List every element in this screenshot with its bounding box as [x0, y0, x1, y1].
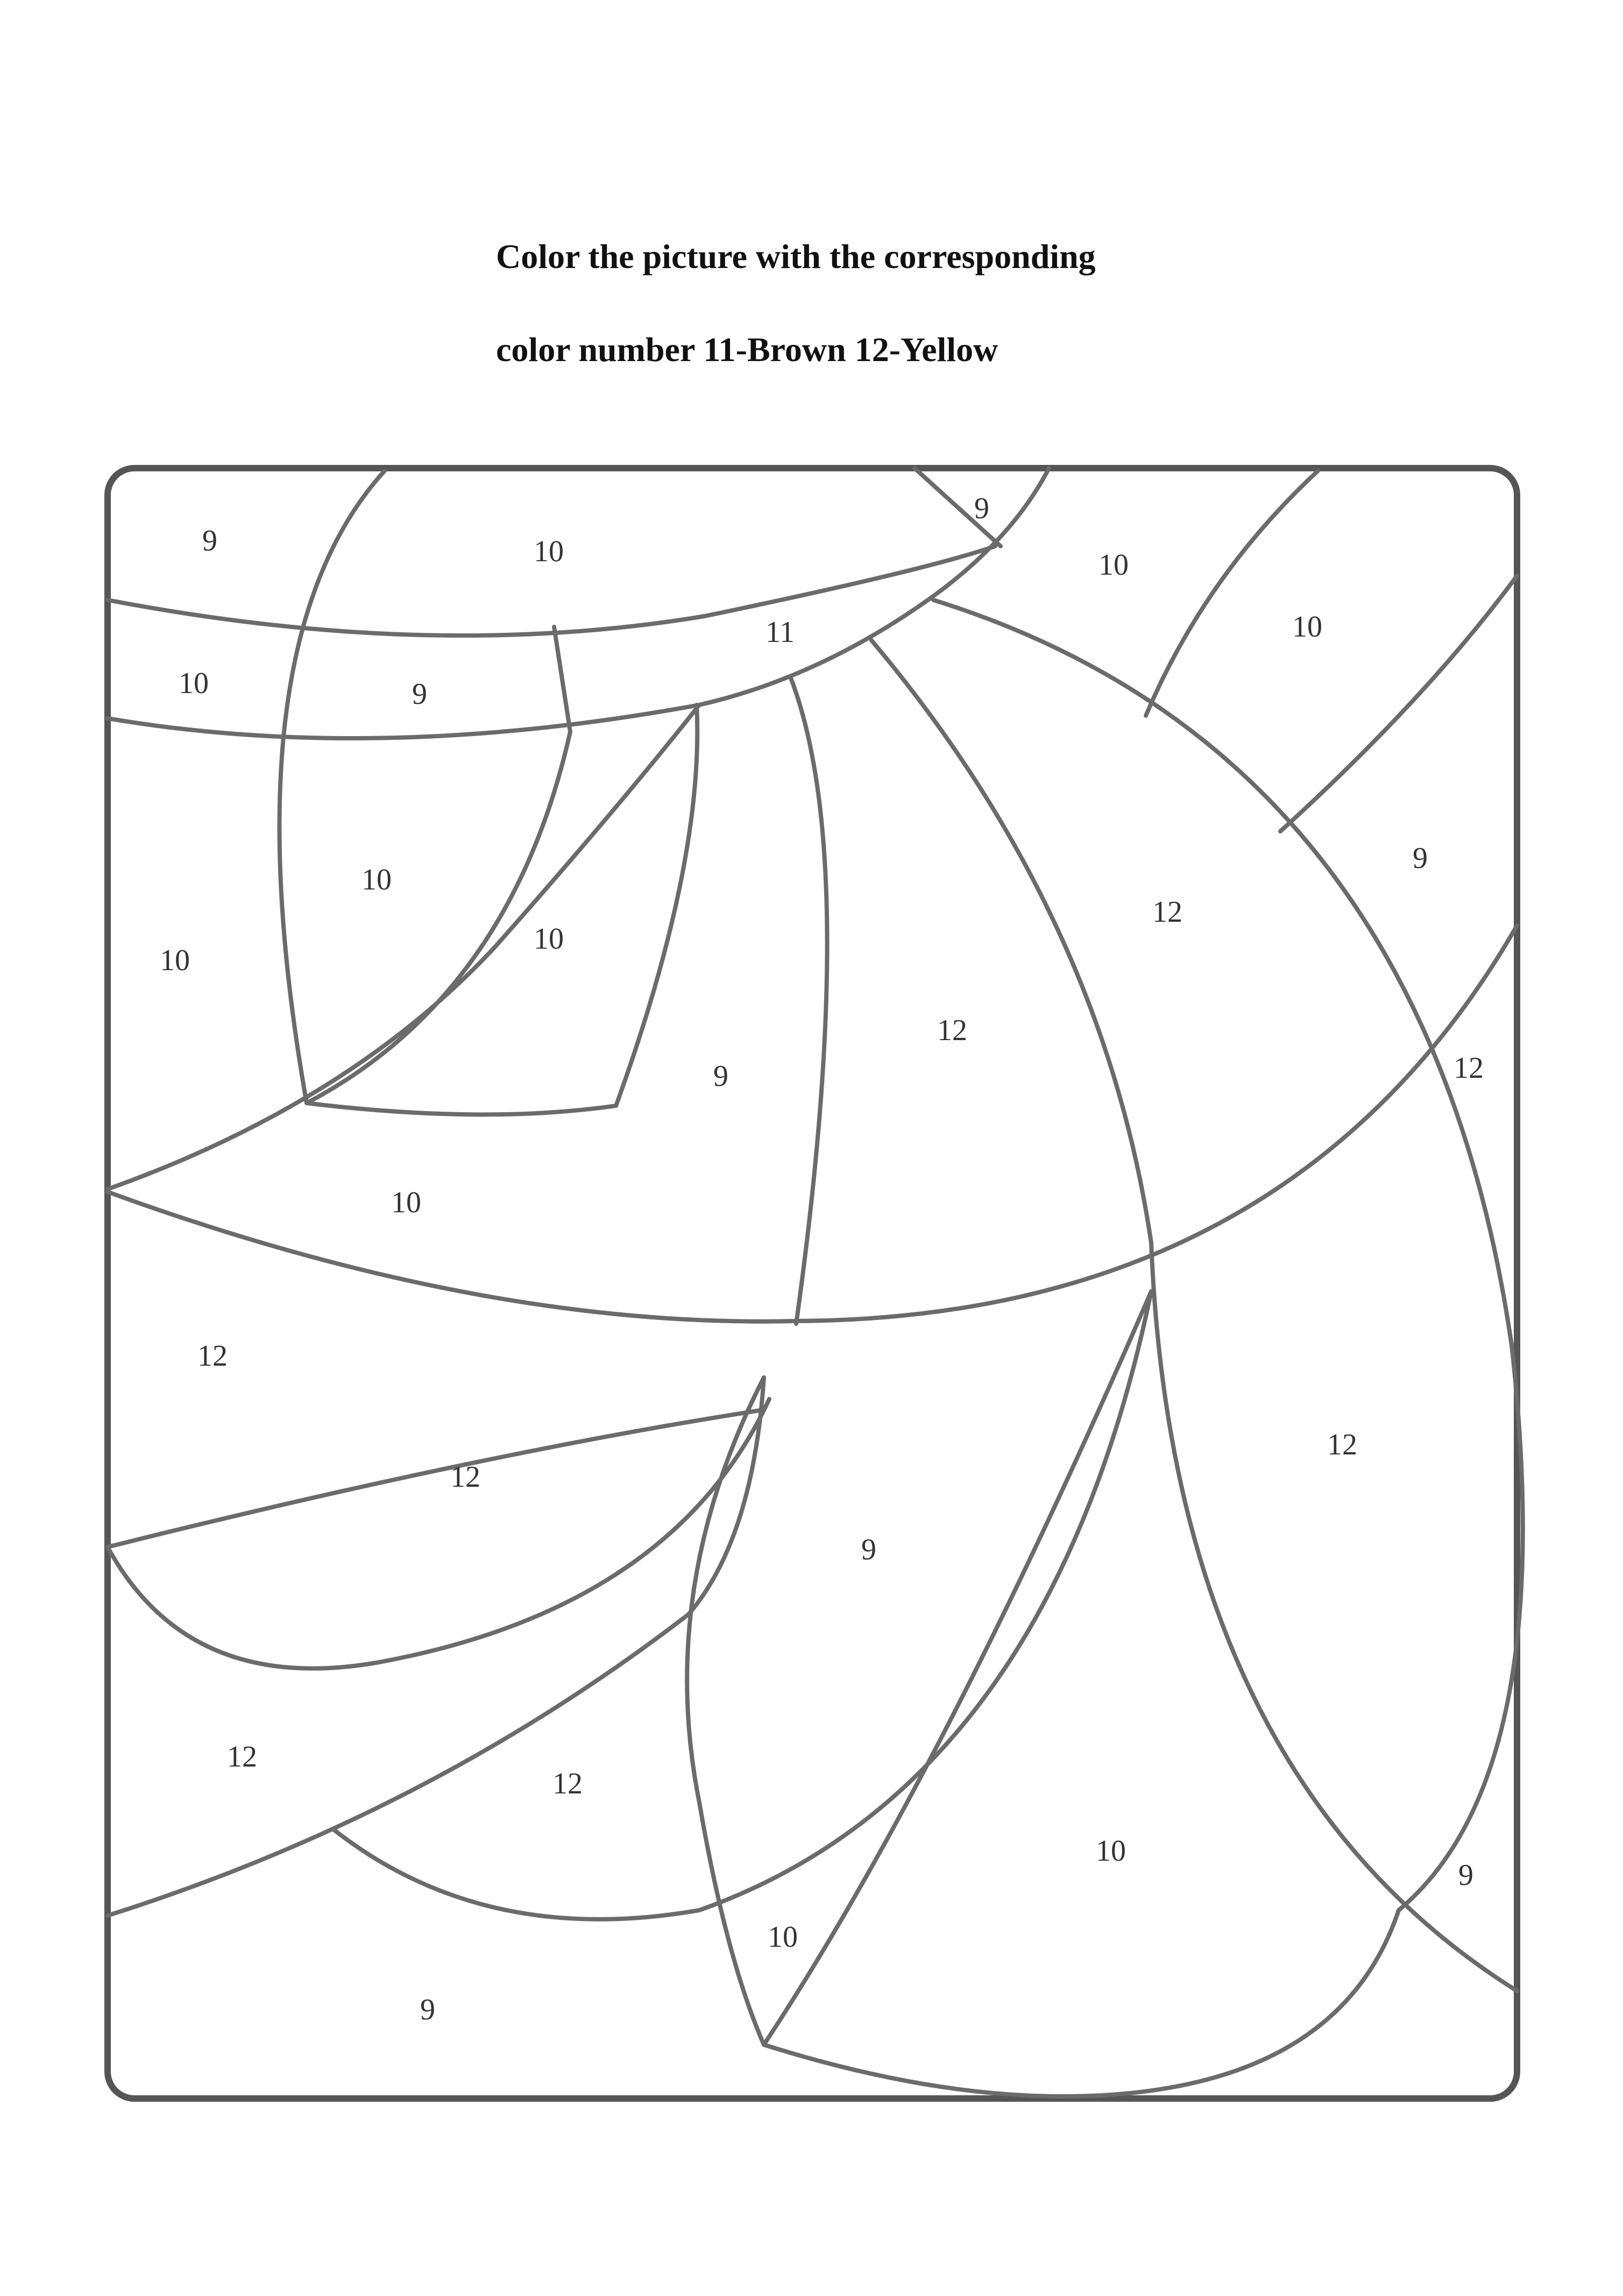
region-number: 9	[713, 1059, 728, 1093]
region-number: 9	[412, 677, 427, 711]
region-number: 12	[227, 1740, 257, 1774]
instruction-line-1: Color the picture with the corresponding	[496, 237, 1096, 275]
region-number: 9	[1458, 1858, 1473, 1892]
region-number: 10	[391, 1185, 421, 1219]
outline-arc	[933, 600, 1523, 1910]
outline-arc	[554, 627, 570, 732]
outline-arc	[764, 1291, 1151, 2045]
outline-arc	[334, 1291, 1151, 1919]
region-number: 10	[534, 922, 564, 956]
region-number: 12	[197, 1339, 228, 1373]
region-numbers	[160, 492, 1484, 2026]
region-number: 11	[766, 615, 795, 649]
outline-arc	[307, 1103, 616, 1114]
region-number: 12	[937, 1013, 967, 1047]
region-number: 12	[1327, 1428, 1357, 1461]
region-number: 10	[1292, 610, 1322, 644]
region-number: 9	[420, 1993, 435, 2026]
region-number: 10	[160, 943, 190, 977]
outline-arc	[307, 732, 570, 1103]
region-number: 10	[362, 863, 392, 896]
outline-arc	[871, 640, 1151, 1243]
region-number: 12	[1454, 1051, 1484, 1085]
region-number: 12	[450, 1460, 480, 1494]
region-number: 12	[552, 1767, 583, 1800]
region-number: 10	[1098, 548, 1129, 582]
region-number: 10	[179, 666, 209, 700]
region-number: 9	[861, 1532, 876, 1566]
worksheet-frame	[108, 468, 1517, 2099]
outline-arc	[108, 1410, 764, 1547]
outline-arc	[764, 1910, 1399, 2096]
outline-arc	[108, 705, 699, 1189]
outline-arc	[791, 678, 827, 1324]
region-number: 9	[974, 491, 989, 525]
instruction-line-2: color number 11-Brown 12-Yellow	[496, 330, 998, 369]
region-number: 10	[1096, 1834, 1126, 1868]
region-outlines	[108, 468, 1523, 2096]
region-number: 10	[534, 534, 564, 568]
region-number: 9	[1413, 841, 1428, 875]
outline-arc	[1146, 471, 1318, 716]
outline-arc	[616, 705, 697, 1106]
region-number: 10	[768, 1920, 798, 1954]
region-number: 12	[1152, 895, 1182, 929]
region-number: 9	[202, 524, 217, 557]
outline-arc	[279, 471, 385, 1103]
outline-arc	[108, 926, 1517, 1322]
